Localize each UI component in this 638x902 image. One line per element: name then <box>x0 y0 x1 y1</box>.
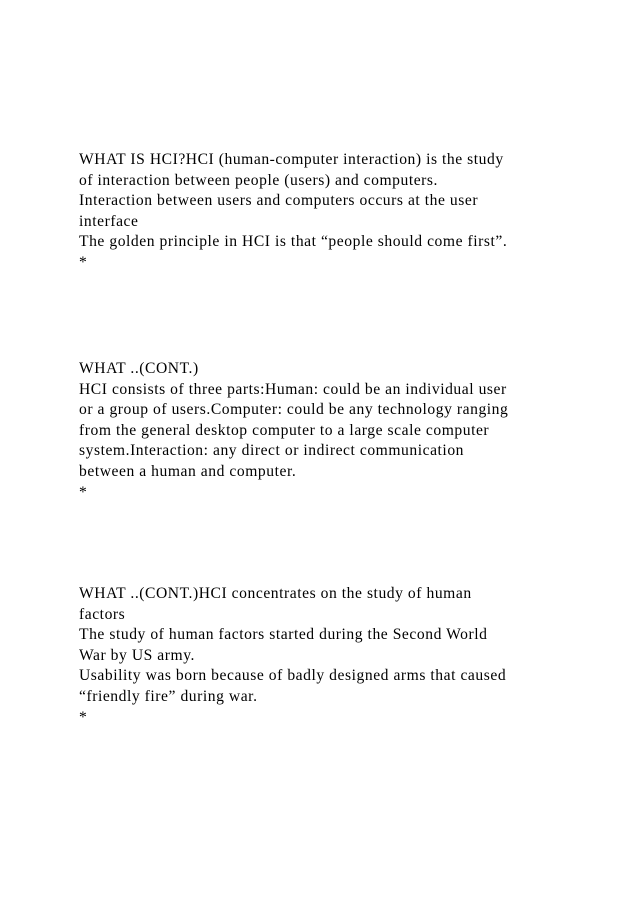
text-line: or a group of users.Computer: could be any technology ranging <box>79 401 509 419</box>
text-line: The study of human factors started during the Second World <box>79 626 488 644</box>
text-line: The golden principle in HCI is that “people should come first”. <box>79 233 508 251</box>
text-line: from the general desktop computer to a large scale computer <box>79 421 490 439</box>
text-line: between a human and computer. <box>79 462 297 480</box>
section-heading-line: WHAT ..(CONT.) <box>79 360 199 377</box>
text-line: War by US army. <box>79 646 195 664</box>
text-line: Usability was born because of badly designed arms that caused <box>79 667 507 685</box>
text-line: interface <box>79 212 139 230</box>
section-heading-line: WHAT ..(CONT.)HCI concentrates on the study of human <box>79 585 472 602</box>
text-line: of interaction between people (users) and computers. <box>79 171 438 189</box>
section-what-is-hci <box>79 150 579 274</box>
section-what-cont-parts <box>79 359 579 503</box>
text-line: HCI consists of three parts:Human: could be an individual user <box>79 380 507 398</box>
text-line: “friendly fire” during war. <box>79 687 258 705</box>
asterisk-marker: * <box>79 253 88 271</box>
text-line: system.Interaction: any direct or indirect communication <box>79 442 465 460</box>
asterisk-marker: * <box>79 708 88 726</box>
text-line: factors <box>79 605 126 623</box>
section-what-cont-human-factors <box>79 584 579 728</box>
asterisk-marker: * <box>79 483 88 501</box>
section-heading-line: WHAT IS HCI?HCI (human-computer interaction) is the study <box>79 151 504 168</box>
text-line: Interaction between users and computers occurs at the user <box>79 192 479 210</box>
